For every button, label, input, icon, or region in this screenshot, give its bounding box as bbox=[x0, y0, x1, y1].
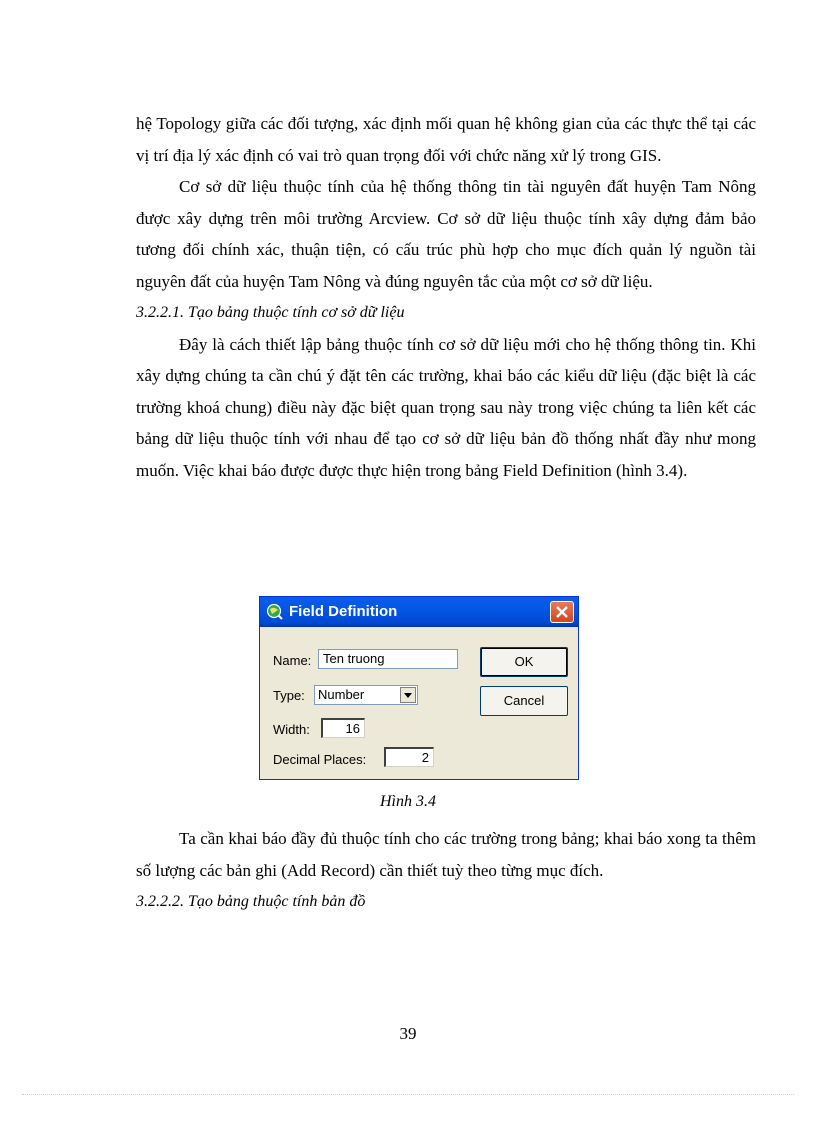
section-heading-3-2-2-1: 3.2.2.1. Tạo bảng thuộc tính cơ sở dữ liệu bbox=[136, 304, 405, 321]
paragraph-add-record: Ta cần khai báo đầy đủ thuộc tính cho các trường trong bảng; khai báo xong ta thêm số lượng các bản ghi (Add Record) cần thiết tuỳ theo từng mục đích. bbox=[136, 829, 756, 880]
footer-divider bbox=[22, 1094, 794, 1095]
type-select[interactable] bbox=[314, 685, 418, 705]
type-select-value: Number bbox=[318, 687, 365, 702]
width-input-value: 16 bbox=[345, 721, 360, 736]
dialog-title: Field Definition bbox=[289, 603, 398, 620]
decimal-places-value: 2 bbox=[421, 750, 429, 765]
body-text bbox=[136, 108, 756, 486]
paragraph-topology: hệ Topology giữa các đối tượng, xác định mối quan hệ không gian của các thực thể tại các vị trí địa lý xác định có vai trò quan trọng đối với chức năng xử lý trong GIS. bbox=[136, 114, 756, 165]
ok-button[interactable]: OK bbox=[480, 647, 568, 677]
close-icon bbox=[555, 605, 569, 619]
width-label: Width: bbox=[273, 722, 310, 737]
paragraph-field-setup: Đây là cách thiết lập bảng thuộc tính cơ sở dữ liệu mới cho hệ thống thông tin. Khi xây dựng chúng ta cần chú ý đặt tên các trường, khai báo các kiểu dữ liệu (đặc biệt là các trường khoá chung) điều này đặc biệt quan trọng sau này trong việc chúng ta liên kết các bảng dữ liệu thuộc tính với nhau để tạo cơ sở dữ liệu bản đồ thống nhất đầy như mong muốn. Việc khai báo được được thực hiện trong bảng Field Definition (hình 3.4). bbox=[136, 334, 756, 480]
chevron-down-icon[interactable] bbox=[400, 687, 416, 703]
figure-caption: Hình 3.4 bbox=[380, 793, 436, 810]
paragraph-attribute-database: Cơ sở dữ liệu thuộc tính của hệ thống thông tin tài nguyên đất huyện Tam Nông được xây dựng trên môi trường Arcview. Cơ sở dữ liệu thuộc tính xây dựng đảm bảo tương đối chính xác, thuận tiện, có cấu trúc phù hợp cho mục đích quản lý nguồn tài nguyên đất của huyện Tam Nông và đúng nguyên tắc của một cơ sở dữ liệu. bbox=[136, 177, 756, 291]
decimal-places-label: Decimal Places: bbox=[273, 752, 367, 767]
field-definition-dialog bbox=[259, 596, 579, 780]
section-heading-3-2-2-2: 3.2.2.2. Tạo bảng thuộc tính bản đồ bbox=[136, 893, 366, 910]
name-label: Name: bbox=[273, 653, 312, 668]
width-input[interactable] bbox=[321, 718, 365, 738]
decimal-places-input[interactable] bbox=[384, 747, 434, 767]
arcview-globe-icon bbox=[266, 603, 283, 620]
page-number: 39 bbox=[399, 1024, 417, 1043]
close-button[interactable] bbox=[550, 601, 574, 623]
cancel-button[interactable]: Cancel bbox=[480, 686, 568, 716]
body-text-lower bbox=[136, 823, 756, 918]
dialog-titlebar bbox=[260, 597, 578, 627]
name-input-value: Ten truong bbox=[323, 651, 385, 666]
type-label: Type: bbox=[273, 688, 305, 703]
name-input[interactable] bbox=[318, 649, 458, 669]
